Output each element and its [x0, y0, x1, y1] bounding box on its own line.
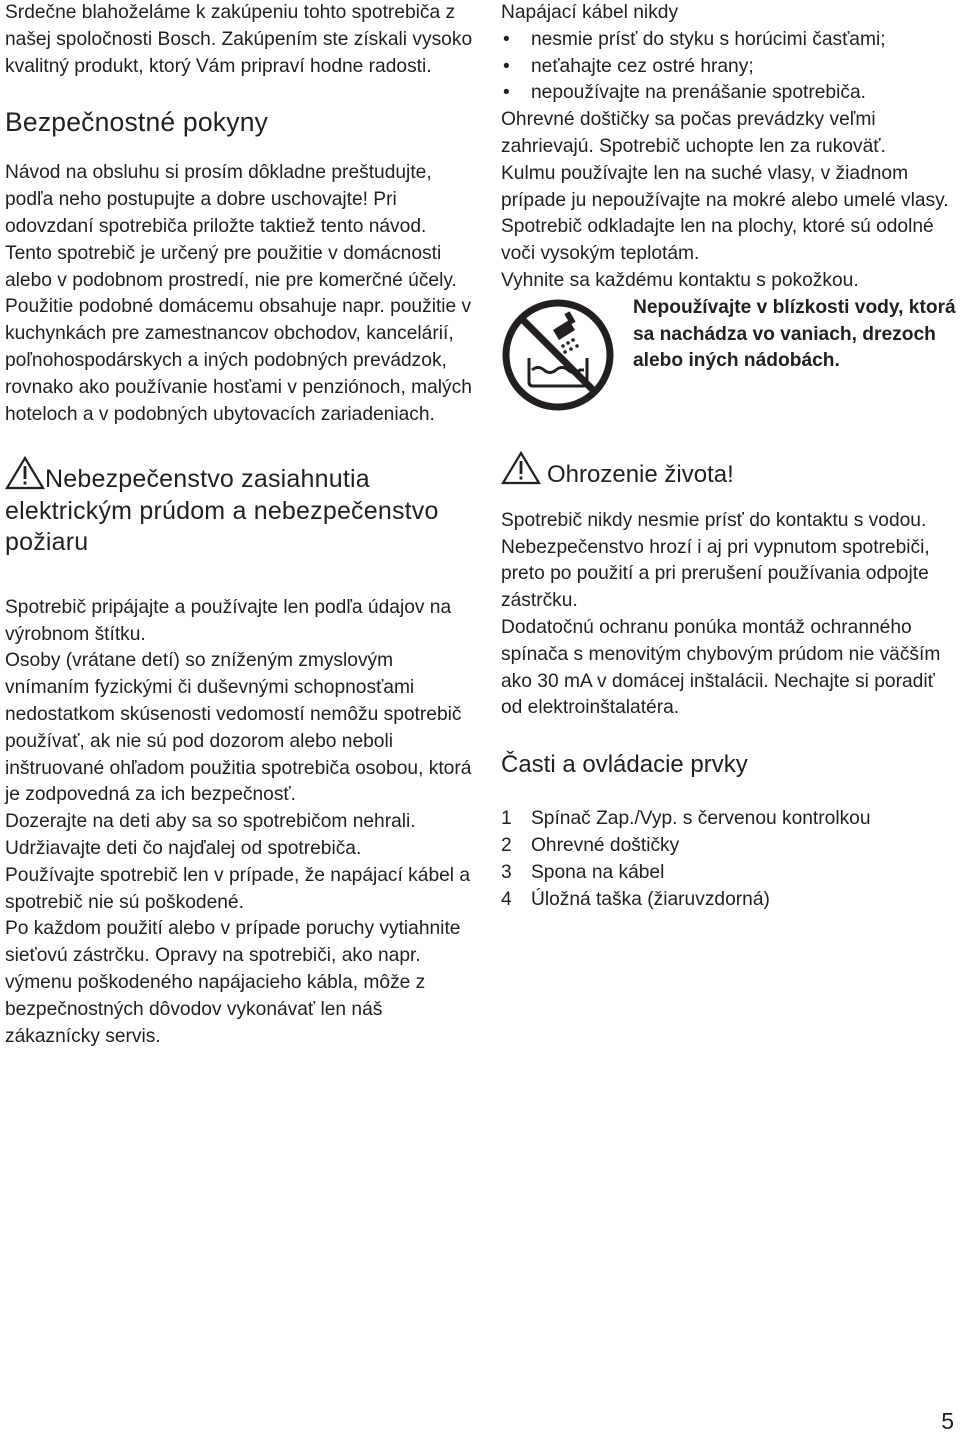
- water-warning-text: Nepoužívajte v blízkosti vody, ktorá sa nachádza vo vaniach, drezoch alebo iných nádobách.: [633, 296, 956, 372]
- safety-heading: Bezpečnostné pokyny: [5, 107, 269, 138]
- electric-paragraph-3: Dozerajte na deti aby sa so spotrebičom nehrali.: [5, 811, 416, 833]
- cable-intro: Napájací kábel nikdy: [501, 2, 679, 23]
- right-column: [501, 0, 957, 913]
- part-number: 1: [501, 808, 512, 830]
- danger-paragraph-1: Spotrebič nikdy nesmie prísť do kontaktu s vodou. Nebezpečenstvo hrozí i aj pri vypnutom spotrebiči, preto po použití a pri prerušení používania odpojte zástrčku.: [501, 509, 930, 612]
- part-label: Úložná taška (žiaruvzdorná): [531, 888, 770, 910]
- list-item: • nepoužívajte na prenášanie spotrebiča.: [501, 80, 957, 107]
- list-item: • neťahajte cez ostré hrany;: [501, 54, 957, 81]
- page-number: 5: [941, 1408, 954, 1434]
- part-label: Ohrevné doštičky: [531, 834, 680, 856]
- electric-heading-text: Nebezpečenstvo zasiahnutia elektrickým prúdom a nebezpečenstvo požiaru: [5, 465, 439, 557]
- cable-bullet-list: [501, 27, 957, 107]
- electric-paragraph-4: Udržiavajte deti čo najďalej od spotrebiča.: [5, 838, 362, 860]
- electric-paragraph-1: Spotrebič pripájajte a používajte len podľa údajov na výrobnom štítku.: [5, 596, 452, 645]
- left-column: [5, 0, 475, 1050]
- part-number: 3: [501, 861, 512, 883]
- part-label: Spínač Zap./Vyp. s červenou kontrolkou: [531, 808, 871, 830]
- plates-paragraph: Ohrevné doštičky sa počas prevádzky veľmi zahrievajú. Spotrebič uchopte len za rukoväť.: [501, 109, 886, 157]
- danger-heading: [501, 451, 957, 490]
- list-item: [501, 833, 957, 860]
- list-item: • nesmie prísť do styku s horúcimi časťami;: [501, 27, 957, 54]
- warning-triangle-icon: [501, 451, 541, 490]
- water-warning-block: [501, 295, 957, 405]
- surface-paragraph: Spotrebič odkladajte len na plochy, ktoré sú odolné voči vysokým teplotám.: [501, 216, 934, 265]
- no-water-icon: [501, 298, 615, 417]
- part-label: Spona na kábel: [531, 861, 665, 883]
- skin-paragraph: Vyhnite sa každému kontaktu s pokožkou.: [501, 269, 859, 291]
- part-number: 4: [501, 888, 512, 910]
- danger-heading-text: Ohrozenie života!: [547, 460, 734, 488]
- part-number: 2: [501, 834, 512, 856]
- warning-triangle-icon: [5, 456, 45, 495]
- list-item: [501, 860, 957, 887]
- safety-paragraph-1: Návod na obsluhu si prosím dôkladne preštudujte, podľa neho postupujte a dobre uschovajte! Pri odovzdaní spotrebiča priložte taktiež tento návod.: [5, 162, 432, 237]
- safety-paragraph-2: Tento spotrebič je určený pre použitie v domácnosti alebo v podobnom prostredí, nie pre komerčné účely. Použitie podobné domácemu obsahuje napr. použitie v kuchynkách pre zamestnancov obchodov, kancelárií, poľnohospodárskych a iných podobných prevádzok, rovnako ako používanie hosťami v penziónoch, malých hoteloch a v podobných ubytovacích zariadeniach.: [5, 242, 472, 425]
- list-item: [501, 887, 957, 914]
- electric-paragraph-5: Používajte spotrebič len v prípade, že napájací kábel a spotrebič nie sú poškodené.: [5, 864, 471, 913]
- list-item: [501, 806, 957, 833]
- parts-heading: Časti a ovládacie prvky: [501, 751, 748, 779]
- danger-paragraph-2: Dodatočnú ochranu ponúka montáž ochranného spínača s menovitým chybovým prúdom nie väčším ako 30 mA v domácej inštalácii. Nechajte si poradiť od elektroinštalatéra.: [501, 616, 941, 719]
- electric-warning-heading: [5, 456, 475, 559]
- electric-paragraph-2: Osoby (vrátane detí) so zníženým zmyslovým vnímaním fyzickými či duševnými schopnosťami nedostatkom skúsenosti vedomostí nemôžu spotrebič používať, ak nie sú pod dozorom alebo neboli inštruované ohľadom použitia spotrebiča osobou, ktorá je zodpovedná za ich bezpečnosť.: [5, 650, 472, 806]
- hair-paragraph: Kulmu používajte len na suché vlasy, v žiadnom prípade ju nepoužívajte na mokré alebo umelé vlasy.: [501, 162, 949, 211]
- intro-paragraph: Srdečne blahoželáme k zakúpeniu tohto spotrebiča z našej spoločnosti Bosch. Zakúpením ste získali vysoko kvalitný produkt, ktorý Vám pripraví hodne radosti.: [5, 2, 473, 77]
- electric-paragraph-6: Po každom použití alebo v prípade poruchy vytiahnite sieťovú zástrčku. Opravy na spotrebiči, ako napr. výmenu poškodeného napájacieho kábla, môže z bezpečnostných dôvodov vykonávať len náš zákaznícky servis.: [5, 918, 461, 1047]
- parts-list: [501, 806, 957, 913]
